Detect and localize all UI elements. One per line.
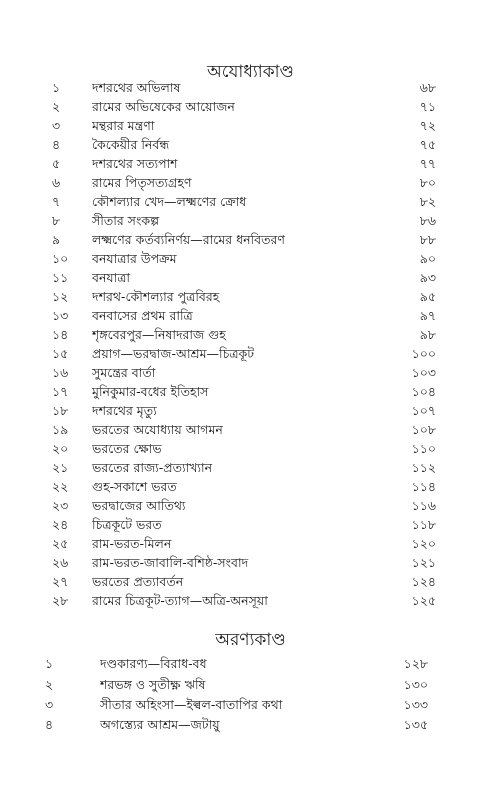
entry-page: ১০৪ [411, 384, 436, 399]
entry-number: ২ [45, 677, 54, 692]
entry-page: ১২০ [411, 536, 436, 551]
entry-title: ভরতের অযোধ্যায় আগমন [92, 422, 223, 437]
entry-page: ১১৪ [411, 479, 436, 494]
toc-entry [0, 534, 501, 554]
toc-entry [0, 306, 501, 326]
entry-number: ৭ [52, 194, 61, 209]
toc-entry [0, 654, 501, 674]
entry-number: ২৮ [52, 593, 69, 608]
entry-page: ১২১ [411, 555, 436, 570]
entry-page: ৯৮ [419, 327, 436, 342]
toc-entry [0, 553, 501, 573]
entry-number: ১১ [52, 270, 69, 285]
toc-entry [0, 154, 501, 174]
entry-page: ৭৫ [419, 137, 436, 152]
toc-entry [0, 695, 501, 715]
entry-title: রামের অভিষেকের আয়োজন [92, 99, 235, 114]
entry-title: শৃঙ্গবেরপুর—নিষাদরাজ গুহ [92, 327, 226, 342]
entry-page: ১২৪ [411, 574, 436, 589]
entry-page: ১২৫ [411, 593, 436, 608]
entry-number: ৩ [45, 697, 54, 712]
toc-entry [0, 344, 501, 364]
entry-number: ২৪ [52, 517, 69, 532]
toc-entry [0, 97, 501, 117]
entry-title: ভরতের প্রত্যাবর্তন [92, 574, 184, 589]
entry-title: কৈকেয়ীর নির্বন্ধ [92, 137, 170, 152]
entry-title: প্রয়াগ—ভরদ্বাজ-আশ্রম—চিত্রকূট [92, 346, 255, 361]
entry-page: ৮৮ [419, 232, 436, 247]
entry-title: মন্থরার মন্ত্রণা [92, 118, 155, 133]
entry-number: ১৩ [52, 308, 69, 323]
toc-entry [0, 211, 501, 231]
toc-entry [0, 496, 501, 516]
entry-page: ১০০ [411, 346, 436, 361]
entry-page: ১৩৫ [403, 717, 428, 732]
entry-number: ২৭ [52, 574, 69, 589]
entry-page: ১০৭ [411, 403, 436, 418]
entry-title: রাম-ভরত-মিলন [92, 536, 172, 551]
entry-page: ৭২ [419, 118, 436, 133]
entry-title: সীতার অহিংসা—ইল্বল-বাতাপির কথা [100, 697, 283, 712]
entry-page: ৮৬ [419, 213, 436, 228]
entry-number: ২২ [52, 479, 69, 494]
toc-entry [0, 675, 501, 695]
toc-entry [0, 135, 501, 155]
entry-title: বনযাত্রার উপক্রম [92, 251, 177, 266]
entry-title: কৌশল্যার খেদ—লক্ষ্মণের ক্রোধ [92, 194, 247, 209]
entry-title: অগস্ত্যের আশ্রম—জটায়ু [100, 717, 220, 732]
entry-number: ৫ [52, 156, 61, 171]
toc-entry [0, 287, 501, 307]
entry-number: ৪ [45, 717, 54, 732]
entry-title: ভরতের রাজ্য-প্রত্যাখ্যান [92, 460, 213, 475]
entry-title: গুহ-সকাশে ভরত [92, 479, 177, 494]
entry-title: দণ্ডকারণ্য—বিরাধ-বধ [100, 656, 207, 671]
entry-number: ৪ [52, 137, 61, 152]
entry-page: ১১২ [411, 460, 436, 475]
entry-title: বনবাসের প্রথম রাত্রি [92, 308, 193, 323]
entry-title: লক্ষ্মণের কর্তব্যনির্ণয়—রামের ধনবিতরণ [92, 232, 285, 247]
toc-entry [0, 78, 501, 98]
entry-title: সীতার সংকল্প [92, 213, 159, 228]
toc-entry [0, 363, 501, 383]
entry-number: ১৭ [52, 384, 69, 399]
entry-page: ১৩৩ [403, 697, 428, 712]
toc-entry [0, 382, 501, 402]
entry-number: ১ [52, 80, 61, 95]
toc-entry [0, 715, 501, 735]
entry-page: ৭৭ [419, 156, 436, 171]
entry-page: ১২৮ [403, 656, 428, 671]
toc-entry [0, 173, 501, 193]
entry-page: ৮০ [419, 175, 436, 190]
entry-title: দশরথ-কৌশল্যার পুত্রবিরহ [92, 289, 220, 304]
entry-title: রাম-ভরত-জাবালি-বশিষ্ঠ-সংবাদ [92, 555, 249, 570]
entry-page: ৭১ [419, 99, 436, 114]
entry-page: ১১০ [411, 441, 436, 456]
entry-title: রামের পিতৃসত্যগ্রহণ [92, 175, 192, 190]
entry-title: বনযাত্রা [92, 270, 131, 285]
entry-number: ১২ [52, 289, 69, 304]
entry-title: দশরথের মৃত্যু [92, 403, 157, 418]
toc-entry [0, 116, 501, 136]
entry-number: ৮ [52, 213, 61, 228]
entry-page: ১১৮ [411, 517, 436, 532]
entry-page: ১১৬ [411, 498, 436, 513]
toc-entry [0, 439, 501, 459]
entry-page: ১০৩ [411, 365, 436, 380]
entry-number: ১ [45, 656, 54, 671]
entry-page: ৮২ [419, 194, 436, 209]
entry-number: ২১ [52, 460, 69, 475]
entry-title: ভরতের ক্ষোভ [92, 441, 162, 456]
section-title-aranyakanda: অরণ্যকাণ্ড [215, 630, 286, 650]
entry-page: ৬৮ [419, 80, 436, 95]
entry-number: ৩ [52, 118, 61, 133]
toc-entry [0, 268, 501, 288]
entry-number: ১৬ [52, 365, 69, 380]
toc-entry [0, 458, 501, 478]
entry-title: সুমন্ত্রের বার্তা [92, 365, 156, 380]
toc-entry [0, 192, 501, 212]
entry-title: রামের চিত্রকূট-ত্যাগ—অত্রি-অনসূয়া [92, 593, 268, 608]
toc-entry [0, 401, 501, 421]
toc-entry [0, 325, 501, 345]
entry-page: ১৩০ [403, 677, 428, 692]
entry-page: ৯৩ [419, 270, 436, 285]
entry-title: চিত্রকূটে ভরত [92, 517, 162, 532]
entry-title: ভরদ্বাজের আতিথ্য [92, 498, 186, 513]
entry-number: ৯ [52, 232, 61, 247]
entry-title: শরভঙ্গ ও সুতীক্ষ্ণ ঋষি [100, 677, 206, 692]
toc-entry [0, 591, 501, 611]
entry-number: ২৫ [52, 536, 69, 551]
toc-entry [0, 230, 501, 250]
entry-number: ১০ [52, 251, 69, 266]
entry-title: দশরথের অভিলাষ [92, 80, 181, 95]
entry-page: ৯০ [419, 251, 436, 266]
toc-entry [0, 477, 501, 497]
entry-page: ৯৭ [419, 308, 436, 323]
entry-page: ৯৫ [419, 289, 436, 304]
entry-page: ১০৮ [411, 422, 436, 437]
toc-entry [0, 420, 501, 440]
toc-entry [0, 249, 501, 269]
entry-number: ১৫ [52, 346, 69, 361]
section-title-ayodhyakanda: অযোধ্যাকাণ্ড [207, 62, 294, 82]
entry-number: ২৬ [52, 555, 69, 570]
entry-number: ১৮ [52, 403, 69, 418]
entry-number: ২৩ [52, 498, 69, 513]
entry-number: ২০ [52, 441, 69, 456]
entry-number: ১৪ [52, 327, 69, 342]
entry-number: ২ [52, 99, 61, 114]
entry-title: দশরথের সত্যপাশ [92, 156, 178, 171]
toc-entry [0, 515, 501, 535]
entry-number: ৬ [52, 175, 61, 190]
toc-entry [0, 572, 501, 592]
entry-number: ১৯ [52, 422, 69, 437]
entry-title: মুনিকুমার-বধের ইতিহাস [92, 384, 209, 399]
